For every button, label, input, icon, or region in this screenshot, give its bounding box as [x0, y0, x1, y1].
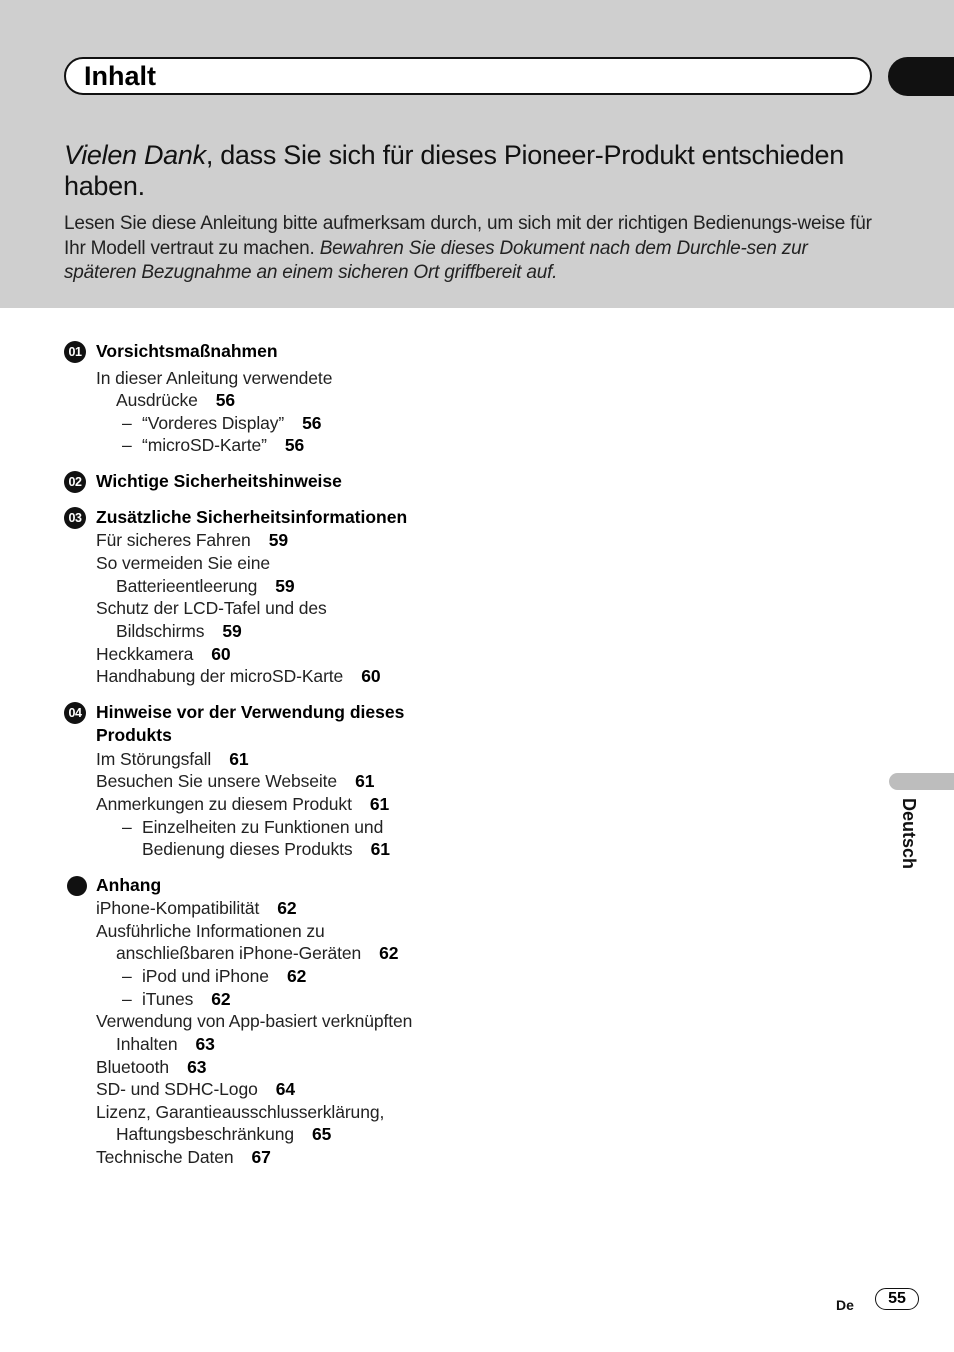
toc-entry[interactable]: Heckkamera 60	[96, 644, 231, 664]
toc-entry[interactable]: iPhone-Kompatibilität 62	[96, 898, 297, 918]
toc-entry[interactable]: Bildschirms 59	[116, 621, 242, 641]
toc-subentry[interactable]: – “Vorderes Display” 56	[122, 413, 322, 433]
language-label: Deutsch	[899, 798, 919, 870]
footer-page-number: 55	[875, 1288, 919, 1310]
chapter-tab-marker	[888, 57, 954, 96]
toc-section-title: Wichtige Sicherheitshinweise	[96, 471, 342, 491]
page-ref: 56	[284, 435, 305, 455]
page-ref: 60	[211, 644, 231, 664]
toc-entry: Lizenz, Garantieausschlusserklärung,	[96, 1102, 385, 1122]
toc-entry[interactable]: anschließbaren iPhone-Geräten 62	[116, 943, 399, 963]
toc-subentry[interactable]: – “microSD-Karte” 56	[122, 435, 305, 455]
page-title: Inhalt	[84, 61, 156, 91]
page-ref: 62	[286, 966, 307, 986]
toc-entry[interactable]: SD- und SDHC-Logo 64	[96, 1079, 295, 1099]
page-ref: 65	[311, 1124, 332, 1144]
toc-entry[interactable]: Inhalten 63	[116, 1034, 215, 1054]
chapter-badge-02: 02	[64, 471, 86, 493]
section-title-pill	[64, 57, 872, 95]
page-ref: 61	[369, 794, 390, 814]
toc-entry[interactable]: Batterieentleerung 59	[116, 576, 295, 596]
toc-entry[interactable]: Anmerkungen zu diesem Produkt 61	[96, 794, 390, 814]
toc-entry[interactable]: Ausdrücke 56	[116, 390, 236, 410]
page-ref: 60	[361, 666, 381, 686]
toc-subentry[interactable]: – iPod und iPhone 62	[122, 966, 307, 986]
toc-section-title: Vorsichtsmaßnahmen	[96, 341, 278, 361]
toc-entry[interactable]: Bluetooth 63	[96, 1057, 207, 1077]
intro-paragraph	[64, 212, 884, 286]
toc-entry: Ausführliche Informationen zu	[96, 921, 325, 941]
toc-entry: So vermeiden Sie eine	[96, 553, 270, 573]
toc-entry[interactable]: Handhabung der microSD-Karte 60	[96, 666, 381, 686]
toc-entry[interactable]: Für sicheres Fahren 59	[96, 530, 288, 550]
chapter-badge-03: 03	[64, 507, 86, 529]
headline-rest: , dass Sie sich für dieses Pioneer-Produkt entschieden haben.	[64, 140, 844, 201]
page-ref: 67	[251, 1147, 271, 1167]
page-ref: 59	[275, 576, 295, 596]
page-ref: 56	[215, 390, 236, 410]
page-ref: 63	[187, 1057, 207, 1077]
page-ref: 62	[379, 943, 399, 963]
page-ref: 59	[268, 530, 288, 550]
page-ref: 61	[370, 839, 390, 859]
toc-section-title: Anhang	[96, 875, 162, 895]
chapter-badge-04: 04	[64, 702, 86, 724]
toc-entry[interactable]: Im Störungsfall 61	[96, 749, 249, 769]
toc-entry: Schutz der LCD-Tafel und des	[96, 598, 327, 618]
toc-entry[interactable]: Haftungsbeschränkung 65	[116, 1124, 332, 1144]
toc-entry[interactable]: Besuchen Sie unsere Webseite 61	[96, 771, 375, 791]
language-tab	[889, 773, 954, 790]
page-ref: 63	[195, 1034, 215, 1054]
toc-subentry: – Einzelheiten zu Funktionen und	[122, 817, 384, 837]
page-ref: 62	[211, 989, 231, 1009]
headline-italic: Vielen Dank	[64, 140, 206, 170]
thank-you-headline	[64, 140, 884, 202]
toc-subentry[interactable]: Bedienung dieses Produkts 61	[142, 839, 390, 859]
toc-entry: In dieser Anleitung verwendete	[96, 368, 333, 388]
chapter-badge-01: 01	[64, 341, 86, 363]
page-ref: 56	[302, 413, 322, 433]
intro-plain: Lesen Sie diese Anleitung bitte aufmerksam durch, um sich mit der richtigen Bedienungs-weise für Ihr Modell vertraut zu machen.	[64, 213, 872, 259]
page-ref: 64	[275, 1079, 295, 1099]
toc-subentry[interactable]: – iTunes 62	[122, 989, 231, 1009]
toc-section-title: Zusätzliche Sicherheitsinformationen	[96, 507, 408, 527]
footer-language-code: De	[836, 1297, 854, 1313]
toc-entry[interactable]: Technische Daten 67	[96, 1147, 271, 1167]
page-ref: 59	[222, 621, 242, 641]
toc-section-title: Hinweise vor der Verwendung dieses	[96, 702, 405, 722]
intro-italic: Bewahren Sie dieses Dokument nach dem Durchle-sen zur späteren Bezugnahme an einem sicheren Ort griffbereit auf.	[64, 237, 808, 283]
page-ref: 62	[277, 898, 297, 918]
page-ref: 61	[355, 771, 375, 791]
toc-entry: Verwendung von App-basiert verknüpften	[96, 1011, 413, 1031]
appendix-dot-icon	[67, 876, 87, 896]
page-ref: 61	[229, 749, 249, 769]
